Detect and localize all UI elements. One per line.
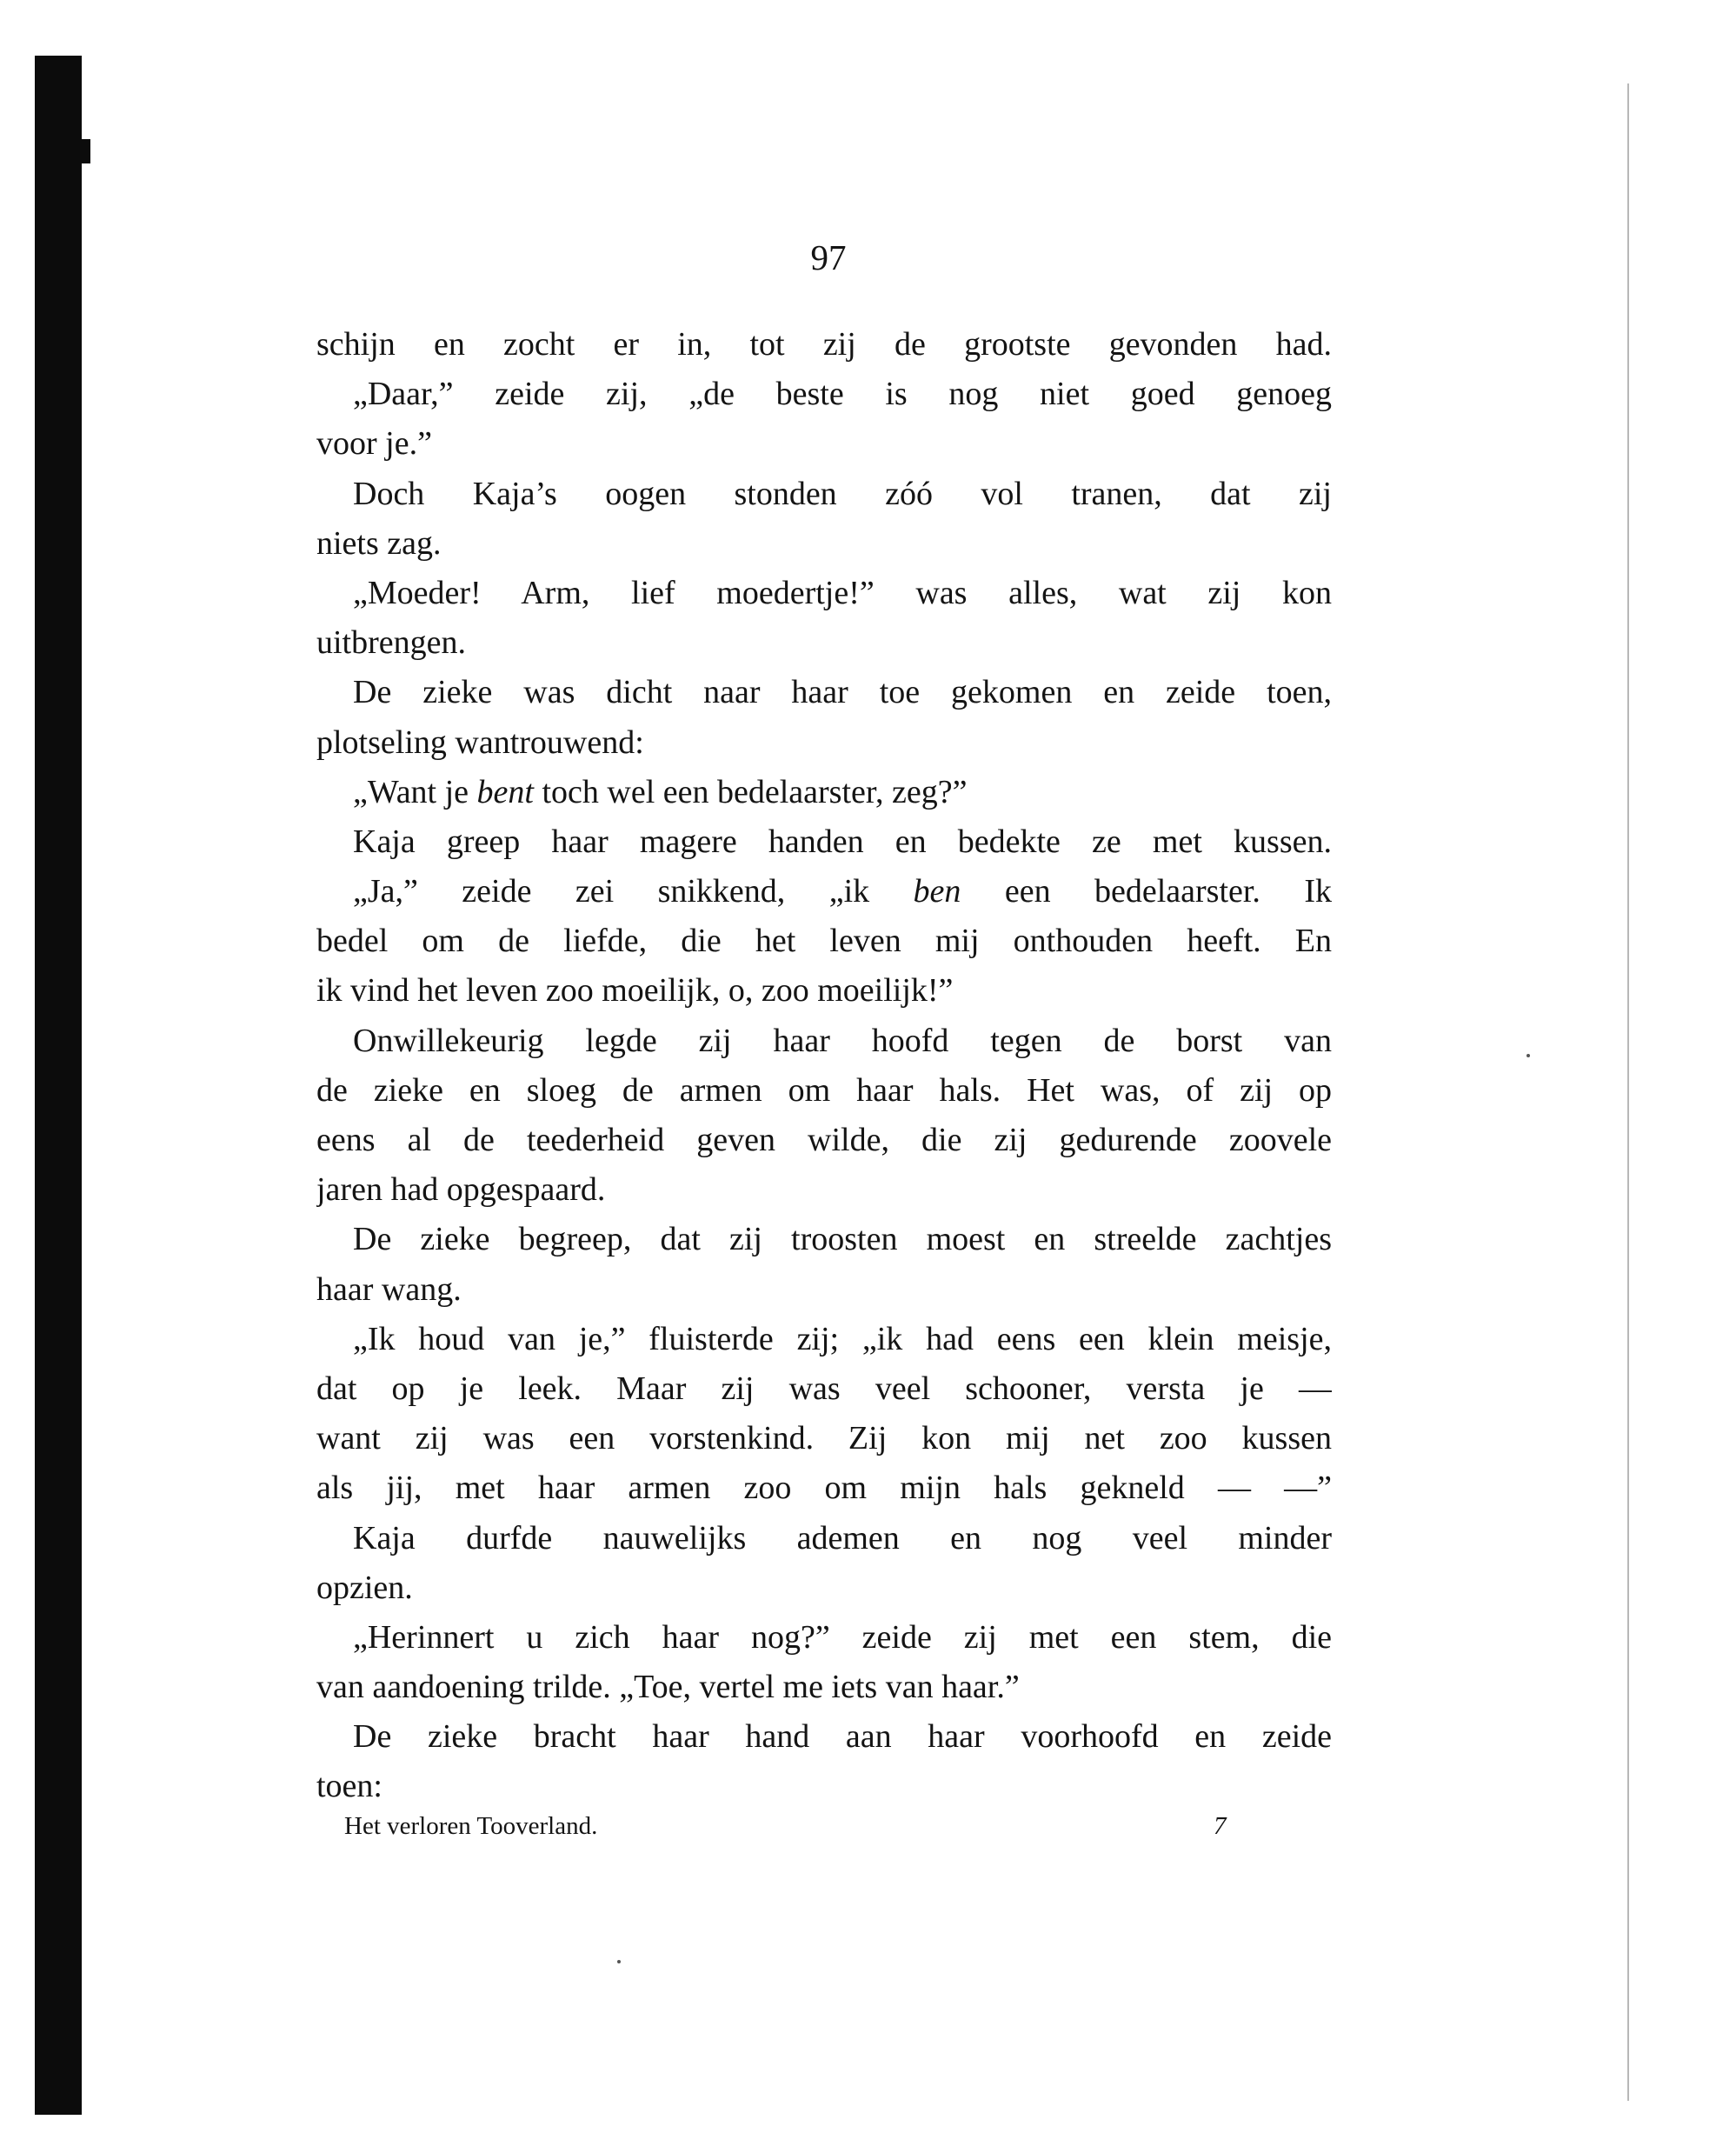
- footer-book-title: Het verloren Tooverland.: [344, 1812, 598, 1840]
- body-text: [316, 320, 1332, 1812]
- scan-speck: [1526, 1054, 1530, 1057]
- text-line: De zieke begreep, dat zij troosten moest en streelde zachtjes: [353, 1221, 1332, 1258]
- text-line: want zij was een vorstenkind. Zij kon mij net zoo kussen: [316, 1420, 1332, 1457]
- text-line: De zieke was dicht naar haar toe gekomen en zeide toen,: [353, 674, 1332, 711]
- text-segment: „Ja,” zeide zei snikkend, „ik: [353, 873, 914, 910]
- text-line: ik vind het leven zoo moeilijk, o, zoo moeilijk!”: [316, 972, 954, 1010]
- text-line: voor je.”: [316, 425, 432, 463]
- text-line: van aandoening trilde. „Toe, vertel me iets van haar.”: [316, 1669, 1020, 1706]
- text-line: Kaja greep haar magere handen en bedekte ze met kussen.: [353, 823, 1332, 860]
- text-line: De zieke bracht haar hand aan haar voorhoofd en zeide: [353, 1718, 1332, 1756]
- text-line: toen:: [316, 1768, 382, 1805]
- text-line: dat op je leek. Maar zij was veel schooner, versta je —: [316, 1370, 1332, 1407]
- text-line: „Herinnert u zich haar nog?” zeide zij met een stem, die: [353, 1618, 1332, 1656]
- text-line: Onwillekeurig legde zij haar hoofd tegen de borst van: [353, 1022, 1332, 1059]
- text-line: Kaja durfde nauwelijks ademen en nog veel minder: [353, 1519, 1332, 1556]
- text-line: als jij, met haar armen zoo om mijn hals gekneld — —”: [316, 1470, 1332, 1507]
- text-line: „Moeder! Arm, lief moedertje!” was alles, wat zij kon: [353, 574, 1332, 611]
- text-line: „Ik houd van je,” fluisterde zij; „ik had eens een klein meisje,: [353, 1320, 1332, 1357]
- scan-page-edge: [1627, 83, 1629, 2101]
- text-segment: „Want je: [353, 773, 477, 810]
- text-segment: een bedelaarster. Ik: [961, 873, 1332, 910]
- text-line: „Daar,” zeide zij, „de beste is nog niet goed genoeg: [353, 376, 1332, 413]
- scan-binding-notch: [76, 139, 90, 163]
- emphasized-word: bent: [476, 773, 534, 810]
- emphasized-word: ben: [913, 873, 961, 910]
- text-line: Doch Kaja’s oogen stonden zóó vol tranen, dat zij: [353, 475, 1332, 512]
- text-line: haar wang.: [316, 1270, 462, 1308]
- text-line: de zieke en sloeg de armen om haar hals. Het was, of zij op: [316, 1071, 1332, 1109]
- text-line: uitbrengen.: [316, 624, 467, 662]
- text-line: [316, 867, 1332, 917]
- text-line: plotseling wantrouwend:: [316, 723, 644, 761]
- text-line: opzien.: [316, 1569, 413, 1606]
- page-number: 97: [810, 237, 847, 277]
- text-line: eens al de teederheid geven wilde, die zij gedurende zoovele: [316, 1122, 1332, 1158]
- text-line: [316, 768, 1332, 817]
- text-line: schijn en zocht er in, tot zij de grootste gevonden had.: [316, 326, 1332, 363]
- text-segment: toch wel een bedelaarster, zeg?”: [533, 773, 968, 810]
- footer-signature-mark: 7: [1214, 1812, 1227, 1840]
- text-line: niets zag.: [316, 524, 442, 562]
- text-line: jaren had opgespaard.: [316, 1171, 606, 1209]
- scan-speck: [617, 1960, 621, 1963]
- scan-binding-edge: [35, 56, 82, 2115]
- text-line: bedel om de liefde, die het leven mij onthouden heeft. En: [316, 923, 1332, 960]
